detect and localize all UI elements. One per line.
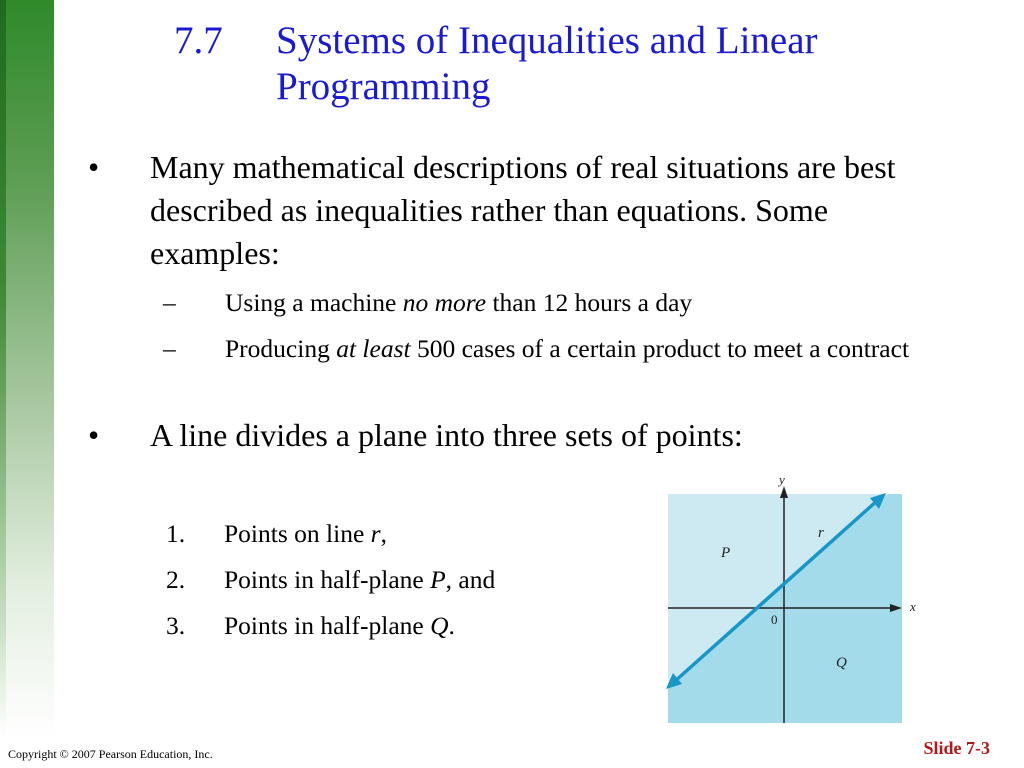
bullet-text: A line divides a plane into three sets of points:: [150, 417, 743, 453]
slide-number: Slide 7-3: [923, 738, 990, 758]
bullet-text: Many mathematical descriptions of real situations are best described as inequalities rather than equations. Some examples:: [150, 149, 896, 271]
dash-mark: –: [163, 288, 176, 317]
numbered-text: Points in half-plane Q.: [224, 611, 455, 640]
bullet-mark: •: [88, 149, 100, 185]
emphasis: no more: [402, 288, 487, 317]
region-q-label: Q: [836, 655, 847, 671]
y-axis-label: y: [779, 472, 785, 487]
side-decorative-stripe: [0, 0, 54, 738]
emphasis: r: [370, 519, 381, 548]
sub-bullet-text: Using a machine no more than 12 hours a day: [225, 288, 693, 317]
bullet-mark: •: [88, 417, 100, 453]
number-mark: 3.: [166, 611, 186, 640]
stripe-edge: [0, 0, 6, 738]
section-number: 7.7: [174, 19, 223, 62]
y-axis-arrowhead: [780, 486, 788, 498]
origin-label: 0: [771, 612, 778, 627]
line-r-label: r: [818, 525, 824, 541]
numbered-text: Points on line r,: [224, 519, 387, 548]
x-axis-label: x: [910, 599, 916, 614]
dash-mark: –: [163, 334, 176, 363]
title-text: Systems of Inequalities and Linear Programming: [276, 19, 818, 108]
half-plane-diagram: [648, 470, 924, 726]
numbered-text: Points in half-plane P, and: [224, 565, 496, 594]
number-mark: 1.: [166, 519, 186, 548]
sub-bullet-text: Producing at least 500 cases of a certain product to meet a contract: [225, 334, 910, 363]
emphasis: at least: [336, 334, 411, 363]
region-p-label: P: [721, 545, 731, 561]
copyright-notice: Copyright © 2007 Pearson Education, Inc.: [8, 747, 213, 761]
number-mark: 2.: [166, 565, 186, 594]
emphasis: P: [430, 565, 446, 594]
emphasis: Q: [430, 611, 449, 640]
